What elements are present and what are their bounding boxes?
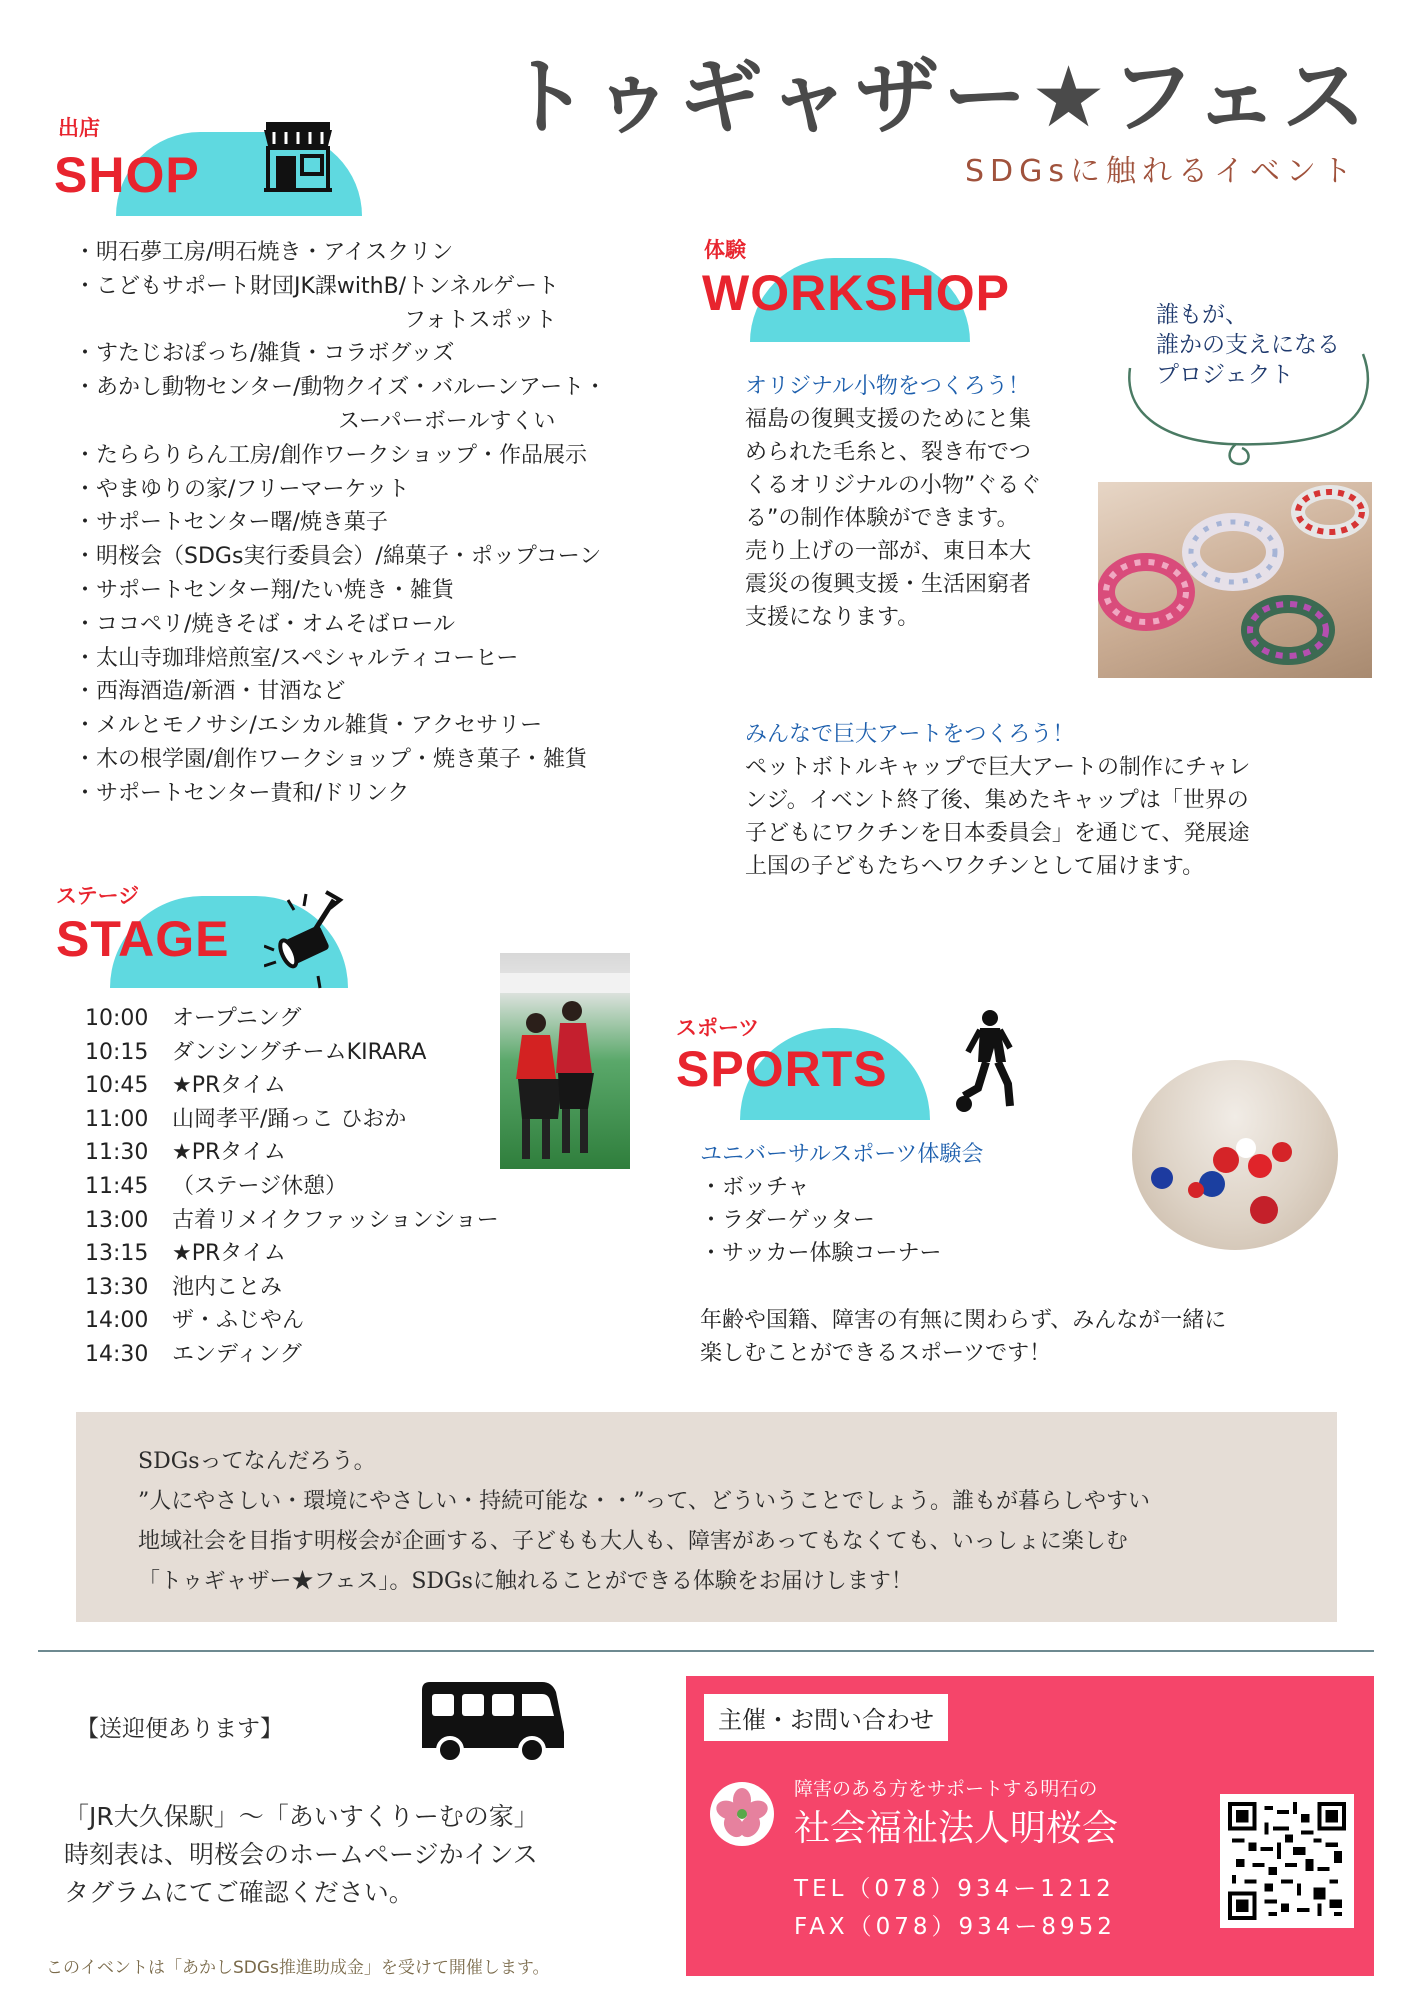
spotlight-icon [264,880,374,990]
list-item: ・太山寺珈琲焙煎室/スペシャルティコーヒー [74,645,519,671]
list-item: フォトスポット [74,307,557,333]
schedule-row [85,1271,499,1305]
soccer-player-icon [956,1008,1022,1118]
shop-heading-en: SHOP [54,147,200,203]
schedule-event: ★PRタイム [172,1140,286,1166]
divider [38,1650,1374,1652]
text-line: 子どもにワクチンを日本委員会」を通じて、発展途 [745,821,1250,846]
schedule-time: 13:00 [85,1207,149,1233]
stage-schedule [85,1002,499,1372]
schedule-event: ダンシングチームKIRARA [172,1039,427,1065]
bus-icon [416,1680,566,1764]
workshop-item2 [745,718,1250,883]
workshop-item1-title: オリジナル小物をつくろう！ [745,374,1030,399]
schedule-event: （ステージ休憩） [172,1173,348,1199]
schedule-row [85,1069,499,1103]
contact-box [686,1676,1374,1976]
text-line: 楽しむことができるスポーツです！ [700,1341,1052,1366]
text-line: 上国の子どもたちへワクチンとして届けます。 [745,854,1205,879]
text-line: ”人にやさしい・環境にやさしい・持続可能な・・”って、どういうことでしょう。誰もが暮らしやすい [138,1489,1151,1514]
schedule-row [85,1136,499,1170]
boccia-balls-photo [1132,1060,1338,1250]
schedule-event: ★PRタイム [172,1241,286,1267]
shop-heading [50,108,380,218]
schedule-row [85,1204,499,1238]
schedule-time: 10:00 [85,1006,149,1031]
sports-content [700,1138,983,1270]
schedule-time: 13:15 [85,1241,149,1267]
text-line: 「JR大久保駅」〜「あいすくりーむの家」 [64,1802,539,1831]
list-item: ・西海酒造/新酒・甘酒など [74,679,346,705]
list-item: ・明石夢工房/明石焼き・アイスクリン [74,240,454,265]
bubble-line: プロジェクト [1156,362,1294,388]
schedule-time: 14:30 [85,1341,149,1367]
store-icon [260,118,336,194]
list-item: ・ボッチャ [700,1175,810,1200]
schedule-event: ★PRタイム [172,1073,286,1099]
schedule-row [85,1103,499,1137]
sports-heading-jp: スポーツ [676,1016,760,1040]
qr-code[interactable] [1220,1794,1354,1928]
list-item: ・ココペリ/焼きそば・オムそばロール [74,611,455,637]
workshop-item2-title: みんなで巨大アートをつくろう！ [745,722,1075,747]
text-line: る”の制作体験ができます。 [745,506,1019,531]
schedule-time: 13:30 [85,1274,149,1300]
sdgs-note-text [138,1442,1150,1602]
list-item: ・ラダーゲッター [700,1208,875,1233]
list-item: スーパーボールすくい [74,408,556,434]
text-line: くるオリジナルの小物”ぐるぐ [745,473,1042,498]
text-line: 福島の復興支援のためにと集 [745,407,1032,432]
text-line: 売り上げの一部が、東日本大 [745,539,1032,564]
schedule-time: 10:45 [85,1073,149,1099]
schedule-time: 14:00 [85,1308,149,1334]
list-item: ・すたじおぽっち/雑貨・コラボグッズ [74,341,455,367]
schedule-row [85,1036,499,1070]
bubble-line: 誰もが、 [1156,302,1248,328]
schedule-row [85,1170,499,1204]
schedule-time: 11:45 [85,1173,149,1199]
schedule-row [85,1304,499,1338]
stage-heading-en: STAGE [56,911,230,967]
cherry-blossom-logo-icon [708,1780,776,1848]
list-item: ・やまゆりの家/フリーマーケット [74,476,410,502]
sdgs-note-box [76,1412,1337,1622]
list-item: ・こどもサポート財団JK課withB/トンネルゲート [74,273,559,299]
list-item: ・サポートセンター翔/たい焼き・雑貨 [74,577,454,603]
stage-heading-jp: ステージ [56,884,140,908]
stage-heading [52,880,392,990]
schedule-event: オープニング [172,1006,302,1031]
schedule-event: 山岡孝平/踊っこ ひおか [172,1106,407,1132]
text-line: ペットボトルキャップで巨大アートの制作にチャレ [745,755,1251,780]
bubble-line: 誰かの支えになる [1156,332,1340,358]
list-item: ・木の根学園/創作ワークショップ・焼き菓子・雑貨 [74,746,587,772]
text-line: 年齢や国籍、障害の有無に関わらず、みんなが一緒に [700,1308,1227,1333]
schedule-row [85,1002,499,1036]
text-line: められた毛糸と、裂き布でつ [745,440,1032,465]
text-line: 震災の復興支援・生活困窮者 [745,572,1032,597]
page-subtitle: SDGsに触れるイベント [965,154,1359,189]
text-line: 「トゥギャザー★フェス」。SDGsに触れることができる体験をお届けします！ [138,1569,913,1594]
schedule-event: 古着リメイクファッションショー [172,1207,499,1233]
sports-description [700,1304,1226,1370]
schedule-row [85,1338,499,1372]
text-line: 地域社会を目指す明桜会が企画する、子どもも大人も、障害があってもなくても、いっしょに楽しむ [138,1529,1128,1554]
workshop-heading-en: WORKSHOP [702,265,1010,321]
shop-heading-jp: 出店 [58,116,100,140]
text-line: SDGsってなんだろう。 [138,1449,376,1474]
text-line: タグラムにてご確認ください。 [64,1878,414,1907]
text-line: 時刻表は、明桜会のホームページかインス [64,1840,538,1869]
workshop-heading [700,234,1010,342]
workshop-heading-jp: 体験 [704,238,746,262]
schedule-event: 池内ことみ [172,1274,283,1300]
stage-dance-photo [500,953,630,1169]
grant-note: このイベントは「あかしSDGs推進助成金」を受けて開催します。 [46,1958,550,1978]
schedule-time: 11:30 [85,1140,149,1166]
yarn-crafts-photo [1098,482,1372,678]
text-line: 支援になります。 [745,605,920,630]
shuttle-heading: 【送迎便あります】 [76,1716,283,1742]
list-item: ・たららりらん工房/創作ワークショップ・作品展示 [74,442,587,468]
schedule-time: 10:15 [85,1039,149,1065]
workshop-item1 [745,370,1041,634]
page-title: トゥギャザー★フェス [505,48,1371,146]
list-item: ・サポートセンター貴和/ドリンク [74,780,410,806]
sports-heading [674,1012,1034,1122]
schedule-event: ザ・ふじやん [172,1308,305,1334]
contact-support-text: 障害のある方をサポートする明石の [794,1778,1098,1800]
list-item: ・あかし動物センター/動物クイズ・バルーンアート・ [74,375,607,401]
contact-tel: TEL（078）934ー1212 [794,1876,1115,1902]
text-line: ンジ。イベント終了後、集めたキャップは「世界の [745,788,1249,813]
contact-label: 主催・お問い合わせ [704,1694,948,1741]
schedule-time: 11:00 [85,1106,149,1132]
list-item: ・メルとモノサシ/エシカル雑貨・アクセサリー [74,713,543,739]
shuttle-info [64,1798,539,1912]
schedule-event: エンディング [172,1341,302,1367]
sports-title: ユニバーサルスポーツ体験会 [700,1142,984,1167]
contact-org-name: 社会福祉法人明桜会 [794,1808,1119,1849]
list-item: ・サッカー体験コーナー [700,1241,942,1266]
sports-heading-en: SPORTS [676,1041,888,1097]
list-item: ・サポートセンター曙/焼き菓子 [74,510,388,536]
list-item: ・明桜会（SDGs実行委員会）/綿菓子・ポップコーン [74,544,602,570]
contact-fax: FAX（078）934ー8952 [794,1914,1116,1940]
speech-bubble-text [1156,300,1340,390]
shop-list [74,236,606,811]
schedule-row [85,1237,499,1271]
